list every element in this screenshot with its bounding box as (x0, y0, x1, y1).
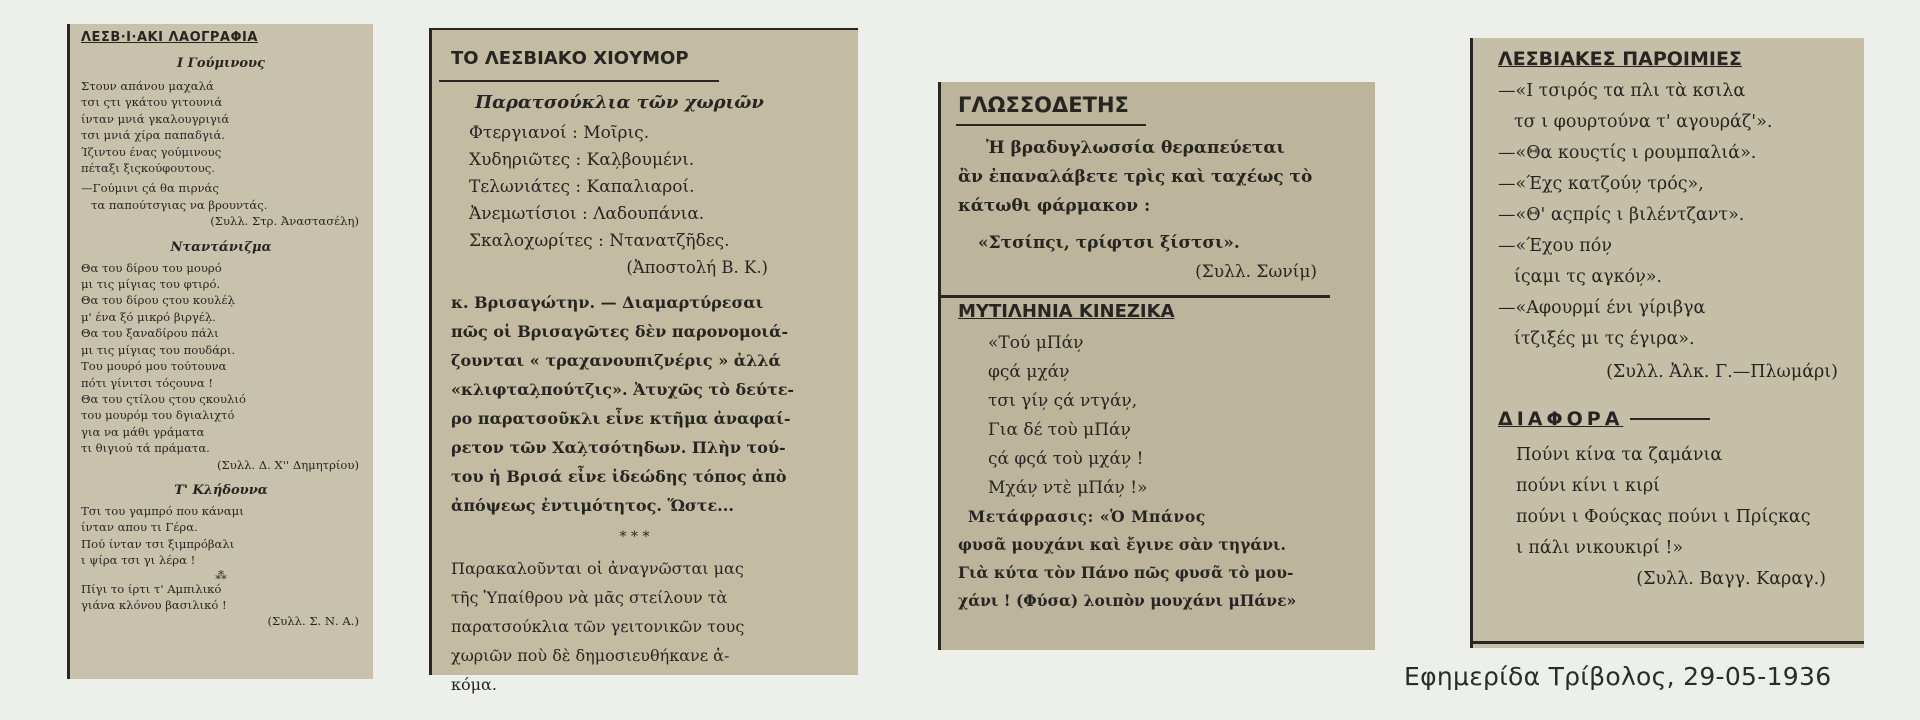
line: κ. Βρισαγώτην. — Διαμαρτύρεσαι (451, 293, 764, 312)
list-item: Τελωνιάτες : Καπαλιαροί. (469, 177, 695, 197)
stars-separator: * * * (619, 529, 650, 545)
clipping-header: ΛΕΣΒΙΑΚΕΣ ΠΑΡΟΙΜΙΕΣ (1498, 48, 1742, 70)
paragraph (451, 554, 858, 699)
line: Του μουρό μου τούτουνα (81, 359, 227, 374)
credit: (Συλλ. Στρ. Ἀναστασέλη) (210, 214, 359, 229)
line: Παρακαλοῦνται οἱ ἀναγνῶσται μας (451, 559, 744, 578)
dot-ornament: ⁂ (215, 567, 227, 582)
proverb: —«Θα κουςτίς ι ρουμπαλιά». (1498, 143, 1757, 163)
credit: (Ἀποστολή Β. Κ.) (626, 258, 768, 277)
header-rule (956, 124, 1146, 126)
column-rule (67, 24, 70, 679)
column-rule (938, 82, 941, 650)
line: Ίζιντου ένας γούμινους (81, 144, 222, 159)
translation (958, 503, 1375, 615)
line: του μουρόμ του δγιαλιχτό (81, 408, 235, 423)
clipping-paroimies (1470, 38, 1864, 648)
line: —Γούμινι ςά θα πιρνάς (81, 181, 219, 196)
proverb: τσ ι φουρτούνα τ' αγουράζ'». (1514, 112, 1773, 132)
proverb: ίςαμι τς αγκόν̦». (1514, 267, 1662, 287)
line: Πού ίνταν τσι ξιμπρόβαλι (81, 536, 235, 551)
line: Θα του δίρου ςτου κουλέλ̦ (81, 293, 235, 308)
section-title: Τ' Κλήδουνα (174, 482, 268, 498)
credit: (Συλλ. Δ. Χ'' Δημητρίου) (216, 457, 359, 472)
section-title: Ι Γούμινους (177, 56, 265, 71)
line: πούνι ι Φούςκας πούνι ι Πρίςκας (1516, 507, 1811, 527)
line: ςά φςά τοὺ μχάν̦ ! (988, 449, 1144, 469)
line: «Τού μΠάν̦ (988, 333, 1084, 353)
line: τσι ςτι γκάτου γιτουνιά (81, 95, 223, 110)
column-rule (1470, 38, 1473, 648)
line: πέταξι ξιςκούφουτους. (81, 161, 215, 176)
line: Μετάφρασις: «Ὁ Μπάνος (968, 507, 1206, 526)
line: ι ψίρα τσι γι λέρα ! (81, 553, 196, 568)
nickname-list (451, 120, 858, 255)
line: ρετον τῶν Χαλ̦τσότηδων. Πλὴν τού- (451, 438, 786, 457)
line: τι θιγιού τά πράματα. (81, 441, 210, 456)
column-rule (429, 28, 432, 675)
line: τσι μνιά χίρα παπαδγιά. (81, 128, 225, 143)
section-title: Νταντάνιζμα (170, 239, 272, 255)
poem-lines (81, 260, 361, 457)
line: πότι γίνιτσι τόςουνα ! (81, 375, 214, 390)
divider (1630, 418, 1710, 420)
proverb: ίτζιξές μι τς έγιρα». (1514, 329, 1695, 349)
credit: (Συλλ. Σωνίμ) (1195, 262, 1317, 282)
proverb: —«Έχου πόν̦ (1498, 236, 1612, 256)
line: τα παπούτσγιας να βρουντάς. (91, 197, 268, 212)
line: Μχάν̦ ντὲ μΠάν̦ !» (988, 478, 1148, 498)
line: του ἡ Βρισά εἶνε ἰδεώδης τόπος ἀπὸ (451, 467, 787, 486)
list-item: Χυδηριῶτες : Καλ̦βουμένι. (469, 150, 695, 170)
line: γιάνα κλόνου βασιλικό ! (81, 597, 227, 612)
line: Ἡ βραδυγλωσσία θεραπεύεται (986, 138, 1285, 158)
list-item: Ἀνεμωτίσιοι : Λαδουπάνια. (469, 204, 705, 224)
poem-lines (81, 503, 361, 613)
line: Τσι του γαμπρό που κάναμι (81, 503, 244, 518)
verse (958, 329, 1375, 503)
line: μι τις μίγιας του φτιρό. (81, 277, 221, 292)
clipping-header: ΓΛΩΣΣΟΔΕΤΗΣ (958, 93, 1129, 117)
clipping-header: ΤΟ ΛΕΣΒΙΑΚΟ ΧΙΟΥΜΟΡ (451, 48, 689, 69)
proverb: —«Έχ̦ς κατζούν̦ τρός», (1498, 174, 1704, 194)
line: φυσᾶ μουχάνι καὶ ἔγινε σὰν τηγάνι. (958, 535, 1286, 554)
line: «κλιφταλ̦πούτζις». Ἀτυχῶς τὸ δεύτε- (451, 380, 795, 399)
line: ίνταν μνιά γκαλουγριγιά (81, 111, 230, 126)
line: φςά μχάν̦ (988, 362, 1070, 382)
line: ίνταν απου τι Γέρα. (81, 520, 198, 535)
line: παρατσούκλια τῶν γειτονικῶν τους (451, 617, 745, 636)
clipping-laografia (67, 24, 373, 679)
line: μι τις μίγιας του πουδάρι. (81, 342, 236, 357)
list-item: Σκαλοχωρίτες : Ντανατζῆδες. (469, 231, 730, 251)
line: Θα του ςτίλου ςτου ςκουλιό (81, 391, 246, 406)
line: πῶς οἱ Βρισαγῶτες δὲν παρονομοιά- (451, 322, 789, 341)
section-rule (938, 295, 1330, 298)
clipping-humor (429, 28, 858, 694)
bottom-rule (1470, 641, 1864, 644)
proverb-list (1498, 76, 1864, 355)
clipping-header: ΛΕΣΒ·Ι·ΑΚΙ ΛΑΟΓΡΑΦΙΑ (81, 30, 258, 45)
line: Για δέ τοὺ μΠάν̦ (988, 420, 1131, 440)
top-rule (429, 28, 858, 30)
proverb: —«Θ' αςπρίς ι βιλέντζαντ». (1498, 205, 1745, 225)
proverb: —«Αφουρμί ένι γίριβγα (1498, 298, 1706, 318)
line: ἀπόψεως ἐντιμότητος. Ὥστε... (451, 496, 734, 515)
line: μ' ένα ξό μικρό βιργέλ̦. (81, 309, 216, 324)
line: Θα του ξαναδίρου πάλι (81, 326, 219, 341)
line: Πίγι το ίρτι τ' Αμπιλικό (81, 581, 222, 596)
caption: Εφημερίδα Τρίβολος, 29-05-1936 (1404, 662, 1832, 691)
credit: (Συλλ. Ἀλκ. Γ.—Πλωμάρι) (1606, 362, 1838, 382)
line: για να μάθι γράματα (81, 424, 205, 439)
line: τσι γίν̦ ςά ντγάν̦, (988, 391, 1138, 411)
credit: (Συλλ. Βαγγ. Καραγ.) (1636, 569, 1826, 589)
line: κάτωθι φάρμακον : (958, 196, 1151, 216)
tongue-twister: «Στσίπςι, τρίφτσι ξίστσι». (978, 233, 1240, 253)
section-title: Παρατσούκλια τῶν χωριῶν (475, 92, 764, 113)
line: κόμα. (451, 675, 497, 694)
line: χάνι ! (Φύσα) λοιπὸν μουχάνι μΠάνε» (958, 591, 1297, 610)
header-rule (439, 80, 719, 82)
credit: (Συλλ. Σ. Ν. Α.) (267, 614, 359, 629)
line: Πούνι κίνα τα ζαμάνια (1516, 445, 1723, 465)
line: ζουνται « τραχανουπιζνέρις » ἀλλά (451, 351, 781, 370)
proverb: —«Ι τσιρός τα πλι τὰ κσιλα (1498, 81, 1746, 101)
line: ι πάλι νικουκιρί !» (1516, 538, 1684, 558)
verse (1498, 440, 1864, 564)
section-header: ΔΙΑΦΟΡΑ (1498, 408, 1624, 430)
line: Στουν απάνου μαχαλά (81, 79, 214, 93)
line: ἂν ἐπαναλάβετε τρὶς καὶ ταχέως τὸ (958, 167, 1313, 187)
line: πούνι κίνι ι κιρί (1516, 476, 1660, 496)
paragraph (451, 288, 858, 520)
line: χωριῶν ποὺ δὲ δημοσιευθήκανε ἀ- (451, 646, 730, 665)
poem-lines (81, 78, 361, 213)
line: Γιὰ κύτα τὸν Πάνο πῶς φυσᾶ τὸ μου- (958, 563, 1294, 582)
clipping-glossodetis (938, 82, 1375, 650)
list-item: Φτεργιανοί : Μοῖρις. (469, 123, 650, 143)
section-header: ΜΥΤΙΛΗΝΙΑ ΚΙΝΕΖΙΚΑ (958, 301, 1175, 322)
line: τῆς Ὑπαίθρου νὰ μᾶς στείλουν τὰ (451, 588, 728, 607)
line: Θα του δίρου του μουρό (81, 260, 222, 275)
intro-text (958, 134, 1375, 221)
line: ρο παρατσοῦκλι εἶνε κτῆμα ἀναφαί- (451, 409, 791, 428)
